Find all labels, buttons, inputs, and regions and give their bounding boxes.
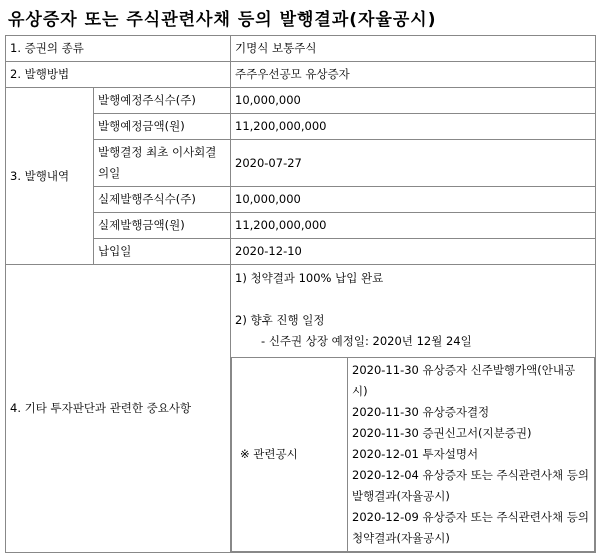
table-row [6,36,596,62]
list-item: 2020-11-30 유상증자 신주발행가액(안내공시) [352,363,576,398]
related-label: ※ 관련공시 [232,358,348,552]
row-label-details: 3. 발행내역 [6,88,94,265]
note-line: 2) 향후 진행 일정 [235,313,325,327]
row-value-method: 주주우선공모 유상증자 [231,62,596,88]
detail-label: 실제발행금액(원) [94,213,231,239]
list-item: 2020-12-09 유상증자 또는 주식관련사채 등의 청약결과(자율공시) [352,510,589,545]
list-item: 2020-12-01 투자설명서 [352,447,479,461]
page-title: 유상증자 또는 주식관련사채 등의 발행결과(자율공시) [8,10,437,30]
detail-label: 발행예정금액(원) [94,114,231,140]
notes-block [231,265,595,357]
row-label-method: 2. 발행방법 [6,62,231,88]
detail-label: 납입일 [94,239,231,265]
list-item: 2020-11-30 유상증자결정 [352,405,490,419]
disclosure-table [5,35,596,553]
detail-value: 2020-07-27 [231,140,596,187]
table-row [6,62,596,88]
table-row [6,213,596,239]
detail-label: 발행예정주식수(주) [94,88,231,114]
table-row [6,239,596,265]
table-row [6,265,596,553]
note-line: - 신주권 상장 예정일: 2020년 12월 24일 [261,334,472,348]
detail-value: 10,000,000 [231,88,596,114]
list-item: 2020-11-30 증권신고서(지분증권) [352,426,532,440]
row-label-other: 4. 기타 투자판단과 관련한 중요사항 [6,265,231,553]
table-row [6,187,596,213]
detail-label: 실제발행주식수(주) [94,187,231,213]
table-row [6,114,596,140]
related-list [348,358,595,552]
note-line: 1) 청약결과 100% 납입 완료 [235,271,384,285]
detail-value: 11,200,000,000 [231,114,596,140]
detail-value: 11,200,000,000 [231,213,596,239]
detail-value: 2020-12-10 [231,239,596,265]
detail-value: 10,000,000 [231,187,596,213]
list-item: 2020-12-04 유상증자 또는 주식관련사채 등의 발행결과(자율공시) [352,468,589,503]
row-value-stock-type: 기명식 보통주식 [231,36,596,62]
table-row [6,140,596,187]
detail-label: 발행결정 최초 이사회결의일 [94,140,231,187]
row-label-stock-type: 1. 증권의 종류 [6,36,231,62]
table-row [6,88,596,114]
related-table [231,357,595,552]
other-content [231,265,596,553]
